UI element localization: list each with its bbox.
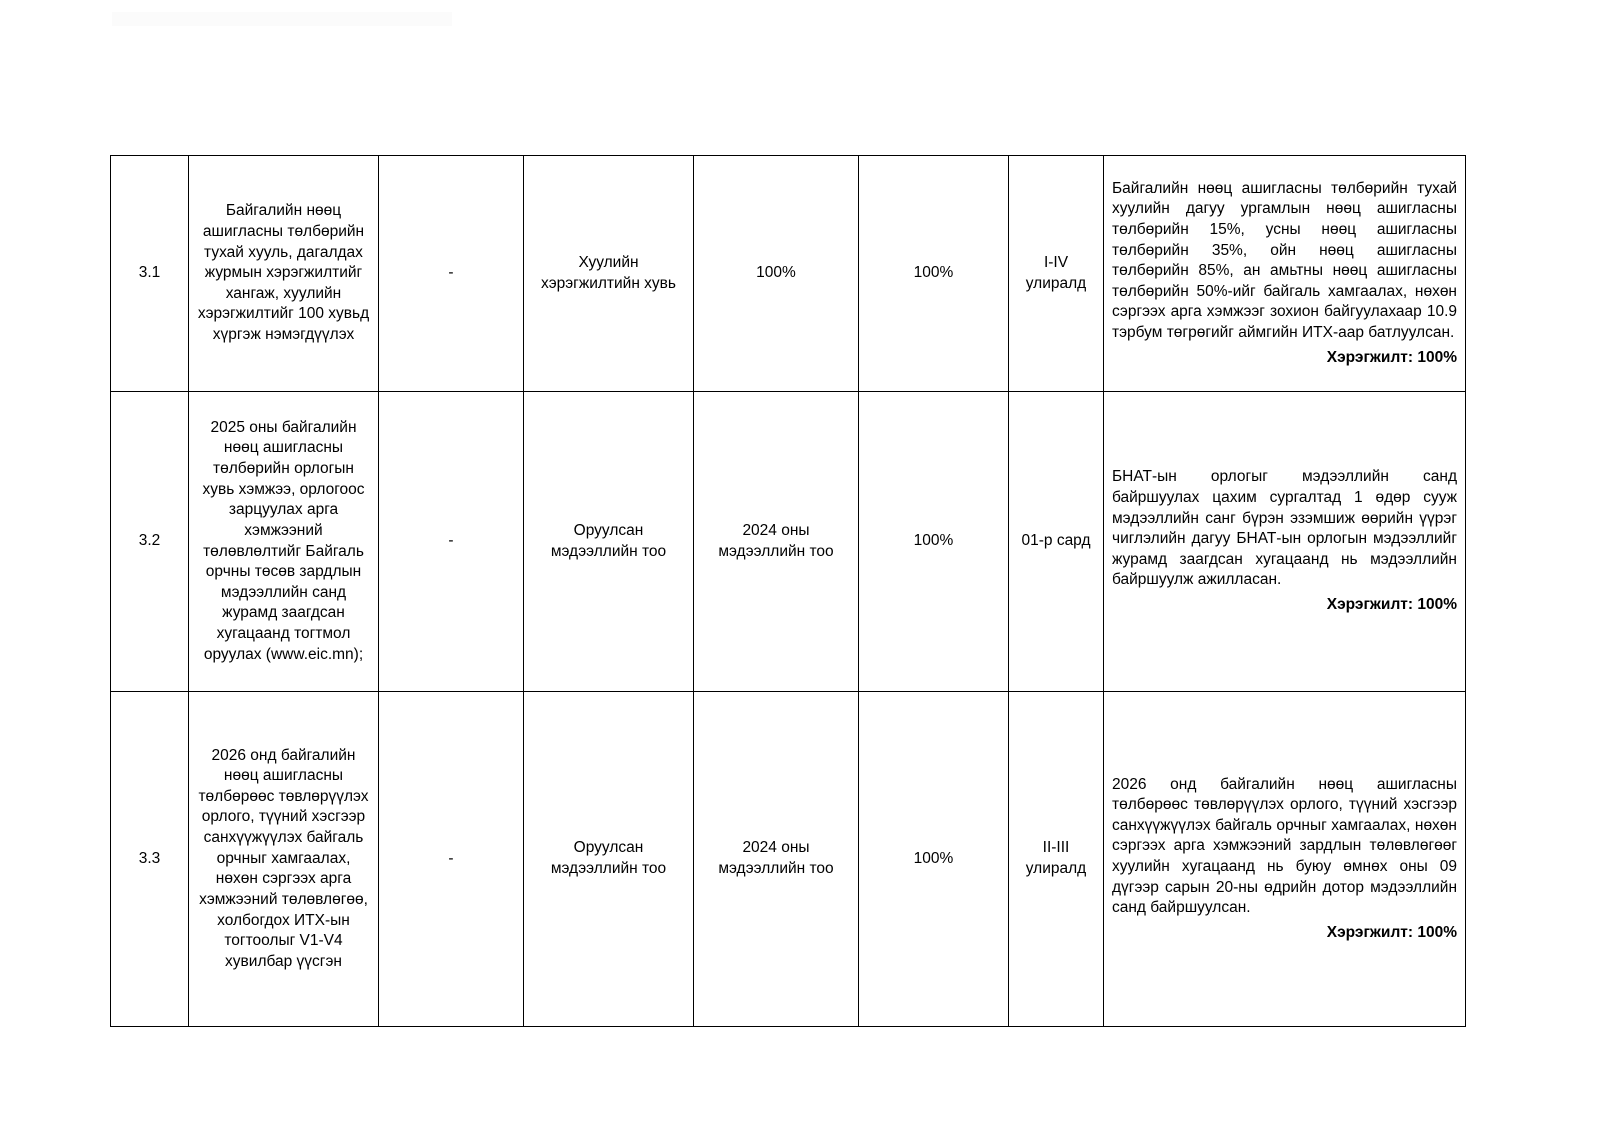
row-number: 3.2 xyxy=(111,392,189,692)
table-row xyxy=(111,392,1466,692)
row-dash: - xyxy=(379,692,524,1027)
row-result-text: БНАТ-ын орлогыг мэдээллийн санд байршуулах цахим сургалтад 1 өдөр сууж мэдээллийн санг бүрэн эзэмшиж өөрийн үүрэг чиглэлийн дагуу БНАТ-ын орлогын мэдээллийг журамд заагдсан хугацаанд нь мэдээллийн байршуулж ажилласан. xyxy=(1112,468,1457,589)
row-result xyxy=(1104,156,1466,392)
table-row xyxy=(111,156,1466,392)
activities-table xyxy=(110,155,1466,1027)
row-activity: 2025 оны байгалийн нөөц ашигласны төлбөрийн орлогын хувь хэмжээ, орлогоос зарцуулах арга хэмжээний төлөвлөлтийг Байгаль орчны төсөв зардлын мэдээллийн санд журамд заагдсан хугацаанд тогтмол оруулах (www.eic.mn); xyxy=(189,392,379,692)
row-timing: 01-р сард xyxy=(1009,392,1104,692)
row-indicator: Хуулийн хэрэгжилтийн хувь xyxy=(524,156,694,392)
row-baseline: 100% xyxy=(694,156,859,392)
table-row xyxy=(111,692,1466,1027)
row-dash: - xyxy=(379,156,524,392)
row-activity: Байгалийн нөөц ашигласны төлбөрийн тухай хууль, дагалдах журмын хэрэгжилтийг хангаж, хуулийн хэрэгжилтийг 100 хувьд хүргэж нэмэгдүүлэх xyxy=(189,156,379,392)
row-result-status: Хэрэгжилт: 100% xyxy=(1326,923,1457,941)
row-result-text: 2026 онд байгалийн нөөц ашигласны төлбөрөөс төвлөрүүлэх орлого, түүний хэсгээр санхүүжүүлэх байгаль орчныг хамгаалах, нөхөн сэргээх арга хэмжээний зардлын төлөвлөгөөг хуулийн хугацаанд нь буюу өмнөх оны 09 дүгээр сарын 20-ны өдрийн дотор мэдээллийн санд байршуулсан. xyxy=(1112,775,1457,917)
row-baseline: 2024 оны мэдээллийн тоо xyxy=(694,692,859,1027)
row-indicator: Оруулсан мэдээллийн тоо xyxy=(524,692,694,1027)
row-target: 100% xyxy=(859,156,1009,392)
row-result-text: Байгалийн нөөц ашигласны төлбөрийн тухай хуулийн дагуу ургамлын нөөц ашигласны төлбөрийн 15%, усны нөөц ашигласны төлбөрийн 35%, ойн нөөц ашигласны төлбөрийн 85%, ан амьтны нөөц ашигласны төлбөрийн 50%-ийг байгаль хамгаалах, нөхөн сэргээх арга хэмжээг зохион байгуулахаар 10.9 тэрбум төгрөгийг аймгийн ИТХ-аар батлуулсан. xyxy=(1112,179,1457,342)
row-activity: 2026 онд байгалийн нөөц ашигласны төлбөрөөс төвлөрүүлэх орлого, түүний хэсгээр санхүүжүүлэх байгаль орчныг хамгаалах, нөхөн сэргээх арга хэмжээний төлөвлөгөө, холбогдох ИТХ-ын тогтоолыг V1-V4 хувилбар үүсгэн xyxy=(189,692,379,1027)
row-result xyxy=(1104,692,1466,1027)
row-baseline: 2024 оны мэдээллийн тоо xyxy=(694,392,859,692)
activities-table-container xyxy=(110,155,1465,1027)
row-target: 100% xyxy=(859,392,1009,692)
row-result xyxy=(1104,392,1466,692)
row-number: 3.3 xyxy=(111,692,189,1027)
row-target: 100% xyxy=(859,692,1009,1027)
row-timing: II-III улиралд xyxy=(1009,692,1104,1027)
row-indicator: Оруулсан мэдээллийн тоо xyxy=(524,392,694,692)
row-timing: I-IV улиралд xyxy=(1009,156,1104,392)
row-result-status: Хэрэгжилт: 100% xyxy=(1326,596,1457,614)
row-result-status: Хэрэгжилт: 100% xyxy=(1326,348,1457,366)
row-number: 3.1 xyxy=(111,156,189,392)
row-dash: - xyxy=(379,392,524,692)
page-header-faint-text xyxy=(112,12,452,26)
